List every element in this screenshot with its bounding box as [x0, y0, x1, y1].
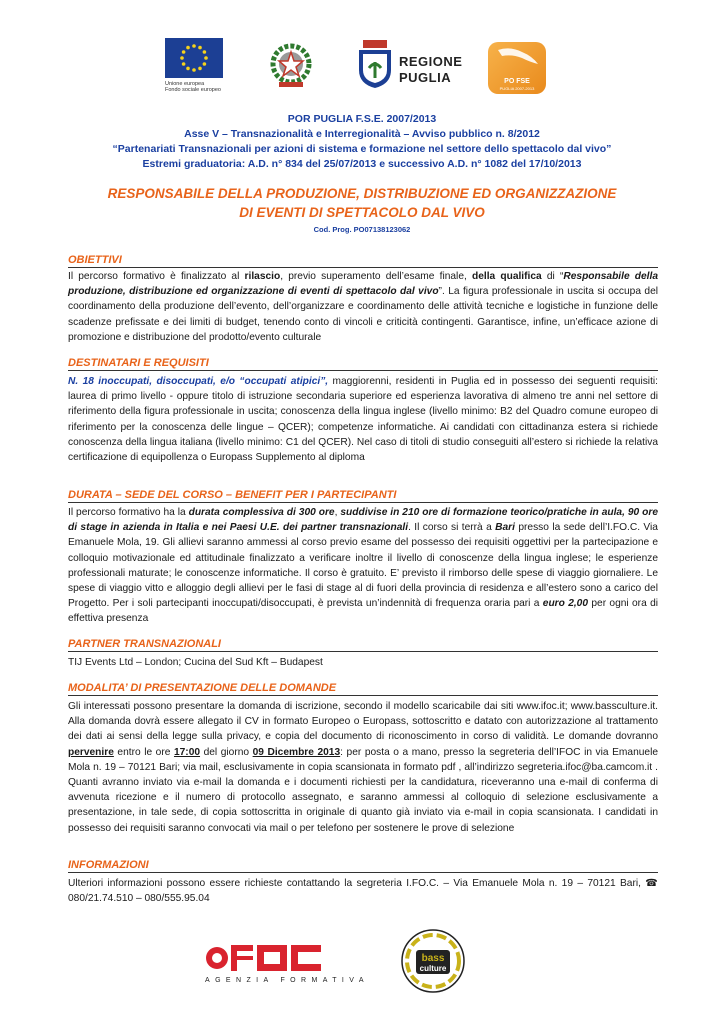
header-line-3: “Partenariati Transnazionali per azioni di sistema e formazione nel settore dello spettacolo dal vivo”	[112, 143, 612, 155]
eu-caption	[165, 81, 226, 93]
section-heading-obiettivi: OBIETTIVI	[68, 254, 658, 268]
durata-text: Il percorso formativo ha la durata complessiva di 300 ore, suddivise in 210 ore di formazione teorico/pratiche in aula, 90 ore di stage in azienda in Italia e nei Paesi U.E. dei partner transnazionali. Il corso si terrà a Bari presso la sede dell’I.FO.C. Via Emanuele Mola, 19. Gli allievi saranno ammessi al corso previo esame del possesso dei requisiti oggettivi per la partecipazione e colloquio motivazionale ed attitudinale finalizzato a verificare inoltre il livello di conoscenze della lingua inglese; le esperienze professionali maturate; le conoscenze informatiche. Il corso è gratuito. E’ previsto il rimborso delle spese di viaggio giornaliere. Le spese di viaggio vitto e alloggio degli allievi per le fasi di stage al di fuori della provincia di residenza e all’estero sono a carico del Progetto. Per i soli partecipanti inoccupati/disoccupati, è prevista un’indennità di frequenza oraria pari a euro 2,00 per ogni ora di effettiva presenza	[68, 507, 658, 625]
eu-caption-line: Fondo sociale europeo	[165, 87, 221, 93]
section-heading-durata: DURATA – SEDE DEL CORSO – BENEFIT PER I PARTECIPANTI	[68, 489, 658, 503]
informazioni-text: Ulteriori informazioni possono essere richieste contattando la segreteria I.FO.C. – Via Emanuele Mola n. 19 – 70121 Bari, ☎ 080/21.74.510 – 080/555.95.04	[68, 878, 658, 905]
project-code: Cod. Prog. PO07138123062	[313, 225, 411, 234]
section-heading-modalita: MODALITA’ DI PRESENTAZIONE DELLE DOMANDE	[68, 682, 658, 696]
header-line-1: POR PUGLIA F.S.E. 2007/2013	[287, 113, 437, 125]
puglia-map-icon	[488, 42, 546, 72]
ifoc-mark-icon	[205, 943, 331, 973]
header-line-2: Asse V – Transnazionalità e Interregionalità – Avviso pubblico n. 8/2012	[184, 128, 540, 140]
ifoc-logo	[205, 943, 369, 993]
eu-caption-line: Unione europea	[165, 81, 205, 87]
modalita-text: Gli interessati possono presentare la domanda di iscrizione, secondo il modello scaricabile dai siti www.ifoc.it; www.bassculture.it. Alla domanda dovrà essere allegato il CV in formato Europeo o Europass, sottoscritto e datato con autorizzazione al trattamento dei dati ai sensi della legge sulla privacy, e copia del documento di riconoscimento in corso di validità. Le domande dovranno pervenire entro le ore 17:00 del giorno 09 Dicembre 2013: per posta o a mano, presso la segreteria dell’IFOC in via Emanuele Mola n. 19 – 70121 Bari; via mail, esclusivamente in copia scansionata in formato pdf , all’indirizzo segreteria.ifoc@ba.camcom.it . Quanti avranno inviato via e-mail la domanda e i documenti richiesti per la candidatura, riceveranno una e-mail di conferma di avvenuta ricezione e il numero di protocollo assegnato, e saranno ammessi al colloquio di selezione esclusivamente a presentazione, in tale sede, di copia sottoscritta in originale di quanto già inviato via e-mail in copia scansionata. I candidati in possesso dei requisiti saranno convocati via mail o per telefono per sostenere le prove di selezione	[68, 701, 659, 834]
section-heading-destinatari: DESTINATARI E REQUISITI	[68, 357, 658, 371]
italian-republic-emblem-icon	[265, 40, 317, 92]
po-fse-sublabel: PUGLIA 2007-2013	[499, 86, 535, 91]
eu-logo	[162, 38, 226, 93]
course-title-line-1: RESPONSABILE DELLA PRODUZIONE, DISTRIBUZIONE ED ORGANIZZAZIONE	[107, 186, 617, 201]
regione-puglia-logo	[357, 40, 469, 92]
bass-culture-logo	[400, 928, 466, 994]
puglia-shield-icon	[357, 40, 393, 88]
header-line-4: Estremi graduatoria: A.D. n° 834 del 25/07/2013 e successivo A.D. n° 1082 del 17/10/2013	[142, 158, 582, 170]
eu-flag-icon	[165, 38, 223, 78]
partner-text: TIJ Events Ltd – London; Cucina del Sud Kft – Budapest	[68, 657, 323, 668]
logo-bar	[0, 38, 724, 98]
destinatari-text: N. 18 inoccupati, disoccupati, e/o “occupati atipici”, maggiorenni, residenti in Puglia ed in possesso dei seguenti requisiti: laurea di primo livello - oppure titolo di istruzione secondaria superiore ed esperienza lavorativa di almeno tre anni nel settore di riferimento della figura professionale in uscita; conoscenza della lingua inglese (livello minimo: B2 del Quadro comune europeo di riferimento per la conoscenza delle lingue – QCER); competenze informatiche. Ai candidati con cittadinanza estera si richiede conoscenza della lingua italiana (livello minimo: C1 del QCER). Nel caso di titoli di studio conseguiti all’estero si richiede la relativa certificazione di equipollenza o Europass Supplemento al diploma	[68, 376, 658, 464]
culture-label: culture	[419, 964, 447, 973]
telephone-icon: ☎	[645, 878, 658, 889]
course-title-line-2: DI EVENTI DI SPETTACOLO DAL VIVO	[239, 205, 485, 220]
section-heading-informazioni: INFORMAZIONI	[68, 859, 658, 873]
obiettivi-text: Il percorso formativo è finalizzato al rilascio, previo superamento dell’esame finale, della qualifica di “Responsabile della produzione, distribuzione ed organizzazione di eventi di spettacolo dal vivo”. La figura professionale in uscita si occupa del coordinamento della produzione dell’evento, dell’organizzare e coordinamento delle attività tecniche e logistiche in funzione delle scadenze prefissate e dei limiti di budget, tenendo conto di vincoli e criticità contingenti. Garantisce, infine, un’efficace azione di promozione e distribuzione del prodotto/evento culturale	[68, 271, 659, 343]
po-fse-puglia-logo	[488, 42, 546, 94]
regione-label: REGIONE	[399, 54, 463, 69]
bass-label: bass	[421, 953, 445, 964]
puglia-label: PUGLIA	[399, 70, 452, 85]
po-fse-label: PO FSE	[504, 78, 530, 85]
section-heading-partner: PARTNER TRANSNAZIONALI	[68, 638, 658, 652]
ifoc-tagline: AGENZIA FORMATIVA	[205, 977, 369, 984]
